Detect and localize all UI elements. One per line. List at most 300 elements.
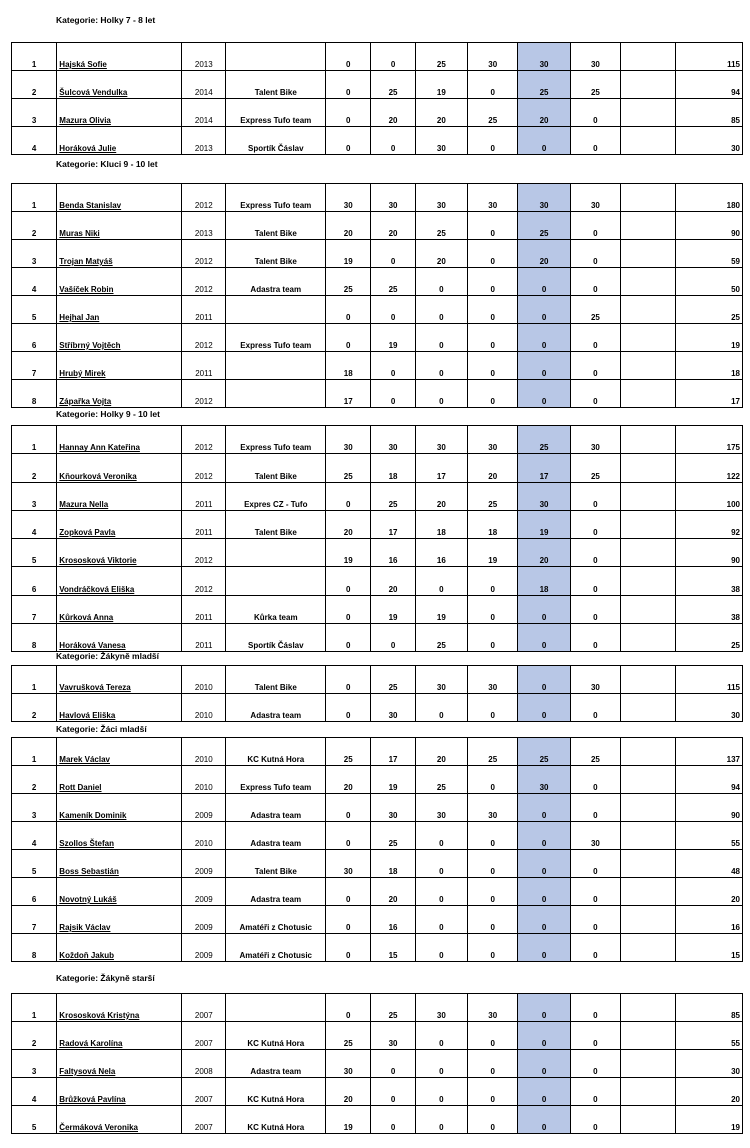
total-cell: 92 bbox=[676, 510, 743, 538]
total-cell: 90 bbox=[676, 212, 743, 240]
club-cell: Express Tufo team bbox=[226, 184, 326, 212]
race3-cell: 19 bbox=[415, 595, 467, 623]
year-cell: 2010 bbox=[182, 666, 226, 694]
race5-cell: 19 bbox=[518, 510, 570, 538]
rank-cell: 3 bbox=[12, 794, 57, 822]
race4-cell: 0 bbox=[468, 623, 518, 651]
table-row bbox=[12, 850, 743, 878]
total-cell: 115 bbox=[676, 666, 743, 694]
club-cell: Kůrka team bbox=[226, 595, 326, 623]
club-cell: Express Tufo team bbox=[226, 99, 326, 127]
name-cell: Brůžková Pavlína bbox=[57, 1078, 182, 1106]
race7-cell bbox=[621, 850, 676, 878]
race6-cell: 0 bbox=[570, 127, 620, 155]
race5-cell: 0 bbox=[518, 1050, 570, 1078]
race5-cell: 0 bbox=[518, 595, 570, 623]
race5-cell: 0 bbox=[518, 850, 570, 878]
race4-cell: 0 bbox=[468, 906, 518, 934]
club-cell: Talent Bike bbox=[226, 71, 326, 99]
name-cell: Szollos Štefan bbox=[57, 822, 182, 850]
race4-cell: 0 bbox=[468, 71, 518, 99]
total-cell: 55 bbox=[676, 822, 743, 850]
race4-cell: 30 bbox=[468, 43, 518, 71]
race5-cell: 0 bbox=[518, 906, 570, 934]
race1-cell: 30 bbox=[326, 426, 371, 454]
table-row bbox=[12, 1106, 743, 1134]
race1-cell: 0 bbox=[326, 994, 371, 1022]
race1-cell: 0 bbox=[326, 99, 371, 127]
rank-cell: 8 bbox=[12, 934, 57, 962]
table-row bbox=[12, 268, 743, 296]
race2-cell: 30 bbox=[371, 794, 415, 822]
rank-cell: 3 bbox=[12, 99, 57, 127]
race6-cell: 0 bbox=[570, 1106, 620, 1134]
rank-cell: 5 bbox=[12, 850, 57, 878]
race1-cell: 30 bbox=[326, 850, 371, 878]
year-cell: 2008 bbox=[182, 1050, 226, 1078]
table-row bbox=[12, 595, 743, 623]
race1-cell: 0 bbox=[326, 906, 371, 934]
race5-cell: 0 bbox=[518, 127, 570, 155]
year-cell: 2013 bbox=[182, 127, 226, 155]
table-row bbox=[12, 454, 743, 482]
name-cell: Muras Niki bbox=[57, 212, 182, 240]
race1-cell: 19 bbox=[326, 1106, 371, 1134]
race5-cell: 0 bbox=[518, 268, 570, 296]
race3-cell: 0 bbox=[415, 1050, 467, 1078]
club-cell bbox=[226, 352, 326, 380]
race2-cell: 30 bbox=[371, 1022, 415, 1050]
race7-cell bbox=[621, 1022, 676, 1050]
name-cell: Hannay Ann Kateřina bbox=[57, 426, 182, 454]
race2-cell: 20 bbox=[371, 878, 415, 906]
race6-cell: 0 bbox=[570, 595, 620, 623]
race1-cell: 0 bbox=[326, 878, 371, 906]
rank-cell: 2 bbox=[12, 694, 57, 722]
race3-cell: 0 bbox=[415, 878, 467, 906]
race6-cell: 30 bbox=[570, 426, 620, 454]
race1-cell: 20 bbox=[326, 510, 371, 538]
race2-cell: 25 bbox=[371, 994, 415, 1022]
race3-cell: 25 bbox=[415, 623, 467, 651]
race2-cell: 0 bbox=[371, 240, 415, 268]
race4-cell: 18 bbox=[468, 510, 518, 538]
race3-cell: 0 bbox=[415, 934, 467, 962]
race5-cell: 0 bbox=[518, 878, 570, 906]
rank-cell: 1 bbox=[31, 683, 37, 692]
name-cell: Vašíček Robin bbox=[57, 268, 182, 296]
race3-cell: 0 bbox=[415, 352, 467, 380]
rank-cell: 5 bbox=[12, 296, 57, 324]
table-row bbox=[12, 1022, 743, 1050]
race2-cell: 15 bbox=[371, 934, 415, 962]
race5-cell: 0 bbox=[518, 1022, 570, 1050]
race7-cell bbox=[621, 184, 676, 212]
rank-cell: 2 bbox=[12, 766, 57, 794]
race2-cell: 25 bbox=[371, 666, 415, 694]
year-cell: 2014 bbox=[182, 71, 226, 99]
rank-cell: 3 bbox=[12, 240, 57, 268]
race2-cell: 25 bbox=[371, 71, 415, 99]
club-cell: Adastra team bbox=[226, 1050, 326, 1078]
total-cell: 15 bbox=[676, 934, 743, 962]
total-cell: 48 bbox=[676, 850, 743, 878]
rank-cell: 4 bbox=[12, 822, 57, 850]
club-cell: Talent Bike bbox=[226, 454, 326, 482]
race1-cell: 25 bbox=[326, 738, 371, 766]
total-cell: 180 bbox=[676, 184, 743, 212]
table-row bbox=[12, 71, 743, 99]
results-table bbox=[11, 665, 743, 722]
race5-cell: 20 bbox=[518, 99, 570, 127]
race5-cell: 0 bbox=[518, 694, 570, 722]
race2-cell: 30 bbox=[371, 426, 415, 454]
race5-cell: 0 bbox=[518, 994, 570, 1022]
race3-cell: 0 bbox=[415, 906, 467, 934]
race7-cell bbox=[621, 1106, 676, 1134]
year-cell: 2012 bbox=[182, 268, 226, 296]
race2-cell: 0 bbox=[371, 296, 415, 324]
race6-cell: 25 bbox=[570, 454, 620, 482]
table-row bbox=[12, 539, 743, 567]
club-cell bbox=[226, 994, 326, 1022]
race6-cell: 0 bbox=[570, 906, 620, 934]
category-title: Kategorie: Holky 7 - 8 let bbox=[56, 15, 156, 25]
race6-cell: 30 bbox=[570, 666, 620, 694]
race6-cell: 25 bbox=[570, 71, 620, 99]
race5-cell: 25 bbox=[518, 426, 570, 454]
race2-cell: 25 bbox=[371, 268, 415, 296]
race2-cell: 20 bbox=[371, 99, 415, 127]
race2-cell: 0 bbox=[371, 623, 415, 651]
race3-cell: 0 bbox=[415, 850, 467, 878]
year-cell: 2013 bbox=[182, 43, 226, 71]
race1-cell: 20 bbox=[326, 766, 371, 794]
total-cell: 55 bbox=[676, 1022, 743, 1050]
race3-cell: 25 bbox=[415, 212, 467, 240]
table-row bbox=[12, 324, 743, 352]
club-cell: Expres CZ - Tufo bbox=[226, 482, 326, 510]
race6-cell: 0 bbox=[570, 1050, 620, 1078]
rank-cell: 6 bbox=[12, 324, 57, 352]
race7-cell bbox=[621, 510, 676, 538]
table-row bbox=[12, 666, 743, 694]
race3-cell: 0 bbox=[415, 567, 467, 595]
club-cell: Amatéři z Chotusic bbox=[226, 934, 326, 962]
club-cell: Sportík Čáslav bbox=[226, 623, 326, 651]
race5-cell: 25 bbox=[518, 71, 570, 99]
category-title: Kategorie: Žákyně mladší bbox=[56, 651, 159, 661]
race6-cell: 0 bbox=[570, 1022, 620, 1050]
race6-cell: 0 bbox=[570, 510, 620, 538]
race7-cell bbox=[621, 296, 676, 324]
race5-cell: 0 bbox=[518, 352, 570, 380]
race4-cell: 0 bbox=[468, 212, 518, 240]
rank-cell: 1 bbox=[31, 1011, 37, 1020]
table-row bbox=[12, 934, 743, 962]
table-row bbox=[12, 184, 743, 212]
name-cell: Vavrušková Tereza bbox=[57, 666, 182, 694]
race3-cell: 0 bbox=[415, 1078, 467, 1106]
total-cell: 16 bbox=[676, 906, 743, 934]
race5-cell: 30 bbox=[518, 184, 570, 212]
race3-cell: 0 bbox=[415, 296, 467, 324]
race7-cell bbox=[621, 878, 676, 906]
race2-cell: 19 bbox=[371, 595, 415, 623]
race6-cell: 0 bbox=[570, 878, 620, 906]
race2-cell: 0 bbox=[371, 1078, 415, 1106]
race7-cell bbox=[621, 482, 676, 510]
year-cell: 2010 bbox=[182, 694, 226, 722]
year-cell: 2011 bbox=[182, 595, 226, 623]
race3-cell: 30 bbox=[415, 794, 467, 822]
race1-cell: 0 bbox=[326, 822, 371, 850]
race1-cell: 0 bbox=[326, 666, 371, 694]
club-cell: Sportík Čáslav bbox=[226, 127, 326, 155]
year-cell: 2012 bbox=[182, 454, 226, 482]
race4-cell: 0 bbox=[468, 1106, 518, 1134]
club-cell: Adastra team bbox=[226, 268, 326, 296]
race7-cell bbox=[621, 71, 676, 99]
race4-cell: 0 bbox=[468, 380, 518, 408]
race7-cell bbox=[621, 595, 676, 623]
category-title: Kategorie: Žákyně starší bbox=[56, 973, 155, 983]
race3-cell: 25 bbox=[415, 43, 467, 71]
race1-cell: 0 bbox=[326, 482, 371, 510]
year-cell: 2007 bbox=[182, 1078, 226, 1106]
rank-cell: 6 bbox=[12, 567, 57, 595]
table-row bbox=[12, 1050, 743, 1078]
race2-cell: 0 bbox=[371, 352, 415, 380]
name-cell: Mazura Nella bbox=[57, 482, 182, 510]
rank-cell: 3 bbox=[12, 482, 57, 510]
race2-cell: 0 bbox=[371, 1050, 415, 1078]
name-cell: Hajská Sofie bbox=[57, 43, 182, 71]
total-cell: 175 bbox=[676, 426, 743, 454]
race1-cell: 20 bbox=[326, 1078, 371, 1106]
race1-cell: 30 bbox=[326, 184, 371, 212]
race5-cell: 0 bbox=[518, 934, 570, 962]
race6-cell: 0 bbox=[570, 212, 620, 240]
total-cell: 59 bbox=[676, 240, 743, 268]
year-cell: 2012 bbox=[182, 324, 226, 352]
total-cell: 94 bbox=[676, 71, 743, 99]
race4-cell: 0 bbox=[468, 352, 518, 380]
race3-cell: 17 bbox=[415, 454, 467, 482]
race5-cell: 30 bbox=[518, 766, 570, 794]
race3-cell: 0 bbox=[415, 380, 467, 408]
club-cell: Express Tufo team bbox=[226, 766, 326, 794]
race2-cell: 17 bbox=[371, 510, 415, 538]
total-cell: 30 bbox=[676, 1050, 743, 1078]
race5-cell: 0 bbox=[518, 822, 570, 850]
club-cell: Amatéři z Chotusic bbox=[226, 906, 326, 934]
total-cell: 18 bbox=[676, 352, 743, 380]
race3-cell: 30 bbox=[415, 666, 467, 694]
club-cell: KC Kutná Hora bbox=[226, 738, 326, 766]
total-cell: 25 bbox=[676, 296, 743, 324]
year-cell: 2014 bbox=[182, 99, 226, 127]
race4-cell: 0 bbox=[468, 240, 518, 268]
table-row bbox=[12, 694, 743, 722]
rank-cell: 2 bbox=[12, 1022, 57, 1050]
race3-cell: 20 bbox=[415, 738, 467, 766]
club-cell: Express Tufo team bbox=[226, 426, 326, 454]
race1-cell: 0 bbox=[326, 43, 371, 71]
race5-cell: 18 bbox=[518, 567, 570, 595]
race4-cell: 30 bbox=[468, 426, 518, 454]
race7-cell bbox=[621, 738, 676, 766]
race7-cell bbox=[621, 426, 676, 454]
race1-cell: 25 bbox=[326, 454, 371, 482]
results-table bbox=[11, 42, 743, 155]
race7-cell bbox=[621, 934, 676, 962]
table-row bbox=[12, 380, 743, 408]
table-row bbox=[12, 43, 743, 71]
race3-cell: 16 bbox=[415, 539, 467, 567]
race6-cell: 0 bbox=[570, 567, 620, 595]
race4-cell: 0 bbox=[468, 694, 518, 722]
table-row bbox=[12, 127, 743, 155]
club-cell: Adastra team bbox=[226, 822, 326, 850]
race6-cell: 0 bbox=[570, 352, 620, 380]
race4-cell: 25 bbox=[468, 99, 518, 127]
race2-cell: 16 bbox=[371, 906, 415, 934]
name-cell: Radová Karolína bbox=[57, 1022, 182, 1050]
race5-cell: 20 bbox=[518, 539, 570, 567]
race4-cell: 0 bbox=[468, 268, 518, 296]
table-row bbox=[12, 510, 743, 538]
race2-cell: 19 bbox=[371, 324, 415, 352]
name-cell: Hrubý Mirek bbox=[57, 352, 182, 380]
race2-cell: 0 bbox=[371, 380, 415, 408]
race1-cell: 0 bbox=[326, 694, 371, 722]
name-cell: Horáková Julie bbox=[57, 127, 182, 155]
table-row bbox=[12, 567, 743, 595]
race7-cell bbox=[621, 1078, 676, 1106]
race7-cell bbox=[621, 994, 676, 1022]
year-cell: 2007 bbox=[182, 994, 226, 1022]
table-row bbox=[12, 352, 743, 380]
race3-cell: 20 bbox=[415, 240, 467, 268]
race7-cell bbox=[621, 99, 676, 127]
race6-cell: 0 bbox=[570, 850, 620, 878]
race5-cell: 0 bbox=[518, 794, 570, 822]
race1-cell: 0 bbox=[326, 127, 371, 155]
race5-cell: 0 bbox=[518, 1078, 570, 1106]
club-cell: KC Kutná Hora bbox=[226, 1022, 326, 1050]
race7-cell bbox=[621, 352, 676, 380]
category-title: Kategorie: Žáci mladší bbox=[56, 724, 147, 734]
table-row bbox=[12, 212, 743, 240]
club-cell bbox=[226, 43, 326, 71]
table-row bbox=[12, 623, 743, 651]
race2-cell: 0 bbox=[371, 1106, 415, 1134]
results-table bbox=[11, 737, 743, 962]
race3-cell: 30 bbox=[415, 184, 467, 212]
name-cell: Šulcová Vendulka bbox=[57, 71, 182, 99]
name-cell: Krososková Kristýna bbox=[57, 994, 182, 1022]
race3-cell: 20 bbox=[415, 482, 467, 510]
year-cell: 2007 bbox=[182, 1022, 226, 1050]
race6-cell: 0 bbox=[570, 482, 620, 510]
race2-cell: 20 bbox=[371, 567, 415, 595]
total-cell: 137 bbox=[676, 738, 743, 766]
race4-cell: 20 bbox=[468, 454, 518, 482]
race4-cell: 30 bbox=[468, 994, 518, 1022]
total-cell: 100 bbox=[676, 482, 743, 510]
rank-cell: 2 bbox=[12, 212, 57, 240]
race6-cell: 0 bbox=[570, 380, 620, 408]
total-cell: 90 bbox=[676, 539, 743, 567]
club-cell: Talent Bike bbox=[226, 510, 326, 538]
race7-cell bbox=[621, 906, 676, 934]
race7-cell bbox=[621, 694, 676, 722]
club-cell: Talent Bike bbox=[226, 666, 326, 694]
race6-cell: 0 bbox=[570, 99, 620, 127]
race1-cell: 18 bbox=[326, 352, 371, 380]
race2-cell: 0 bbox=[371, 43, 415, 71]
year-cell: 2009 bbox=[182, 906, 226, 934]
name-cell: Kňourková Veronika bbox=[57, 454, 182, 482]
table-row bbox=[12, 906, 743, 934]
rank-cell: 2 bbox=[12, 454, 57, 482]
race1-cell: 0 bbox=[326, 595, 371, 623]
race1-cell: 30 bbox=[326, 1050, 371, 1078]
name-cell: Krososková Viktorie bbox=[57, 539, 182, 567]
table-row bbox=[12, 99, 743, 127]
total-cell: 90 bbox=[676, 794, 743, 822]
year-cell: 2011 bbox=[182, 296, 226, 324]
table-row bbox=[12, 878, 743, 906]
rank-cell: 5 bbox=[12, 1106, 57, 1134]
race2-cell: 30 bbox=[371, 184, 415, 212]
race5-cell: 0 bbox=[518, 1106, 570, 1134]
race6-cell: 0 bbox=[570, 240, 620, 268]
total-cell: 30 bbox=[676, 127, 743, 155]
year-cell: 2010 bbox=[182, 738, 226, 766]
name-cell: Kameník Dominik bbox=[57, 794, 182, 822]
race4-cell: 0 bbox=[468, 1022, 518, 1050]
race7-cell bbox=[621, 766, 676, 794]
year-cell: 2013 bbox=[182, 212, 226, 240]
table-row bbox=[12, 822, 743, 850]
race7-cell bbox=[621, 380, 676, 408]
year-cell: 2012 bbox=[182, 539, 226, 567]
race1-cell: 25 bbox=[326, 1022, 371, 1050]
name-cell: Rott Daniel bbox=[57, 766, 182, 794]
table-row bbox=[12, 1078, 743, 1106]
race6-cell: 0 bbox=[570, 934, 620, 962]
total-cell: 19 bbox=[676, 324, 743, 352]
race7-cell bbox=[621, 240, 676, 268]
name-cell: Benda Stanislav bbox=[57, 184, 182, 212]
race4-cell: 0 bbox=[468, 878, 518, 906]
race1-cell: 0 bbox=[326, 794, 371, 822]
race4-cell: 0 bbox=[468, 1050, 518, 1078]
race7-cell bbox=[621, 623, 676, 651]
race6-cell: 0 bbox=[570, 324, 620, 352]
race5-cell: 0 bbox=[518, 666, 570, 694]
table-row bbox=[12, 766, 743, 794]
race3-cell: 30 bbox=[415, 127, 467, 155]
total-cell: 85 bbox=[676, 99, 743, 127]
race5-cell: 30 bbox=[518, 43, 570, 71]
year-cell: 2010 bbox=[182, 766, 226, 794]
club-cell: Adastra team bbox=[226, 794, 326, 822]
rank-cell: 1 bbox=[31, 201, 37, 210]
year-cell: 2011 bbox=[182, 482, 226, 510]
